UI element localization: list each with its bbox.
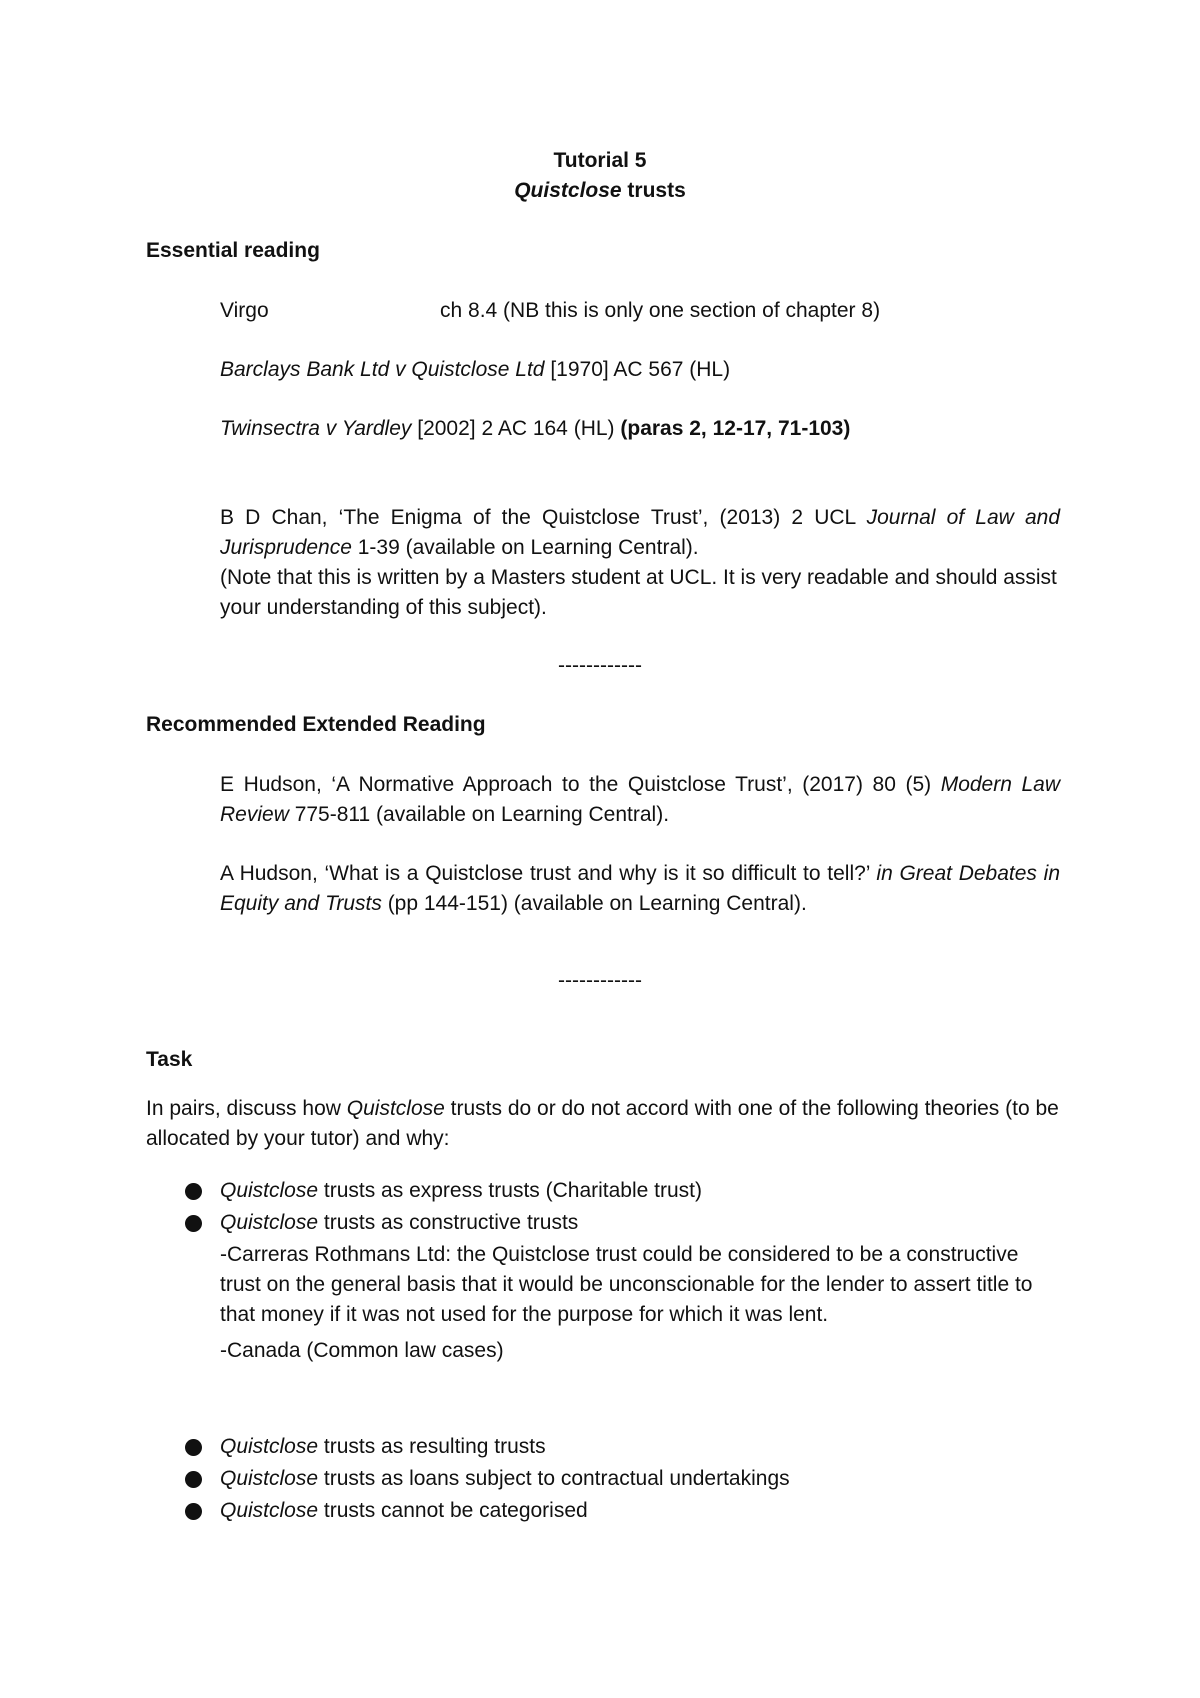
ahudson-text-1: A Hudson, ‘What is a Quistclose trust and why is it so difficult to tell?’ [220, 862, 877, 885]
section-divider-2: ------------ [558, 969, 642, 992]
bullet-icon [185, 1439, 202, 1456]
twinsectra-reference [220, 414, 850, 444]
essential-reading-heading: Essential reading [146, 239, 320, 262]
bullet-text [220, 1464, 1060, 1494]
bullet-text [220, 1208, 1060, 1238]
ehudson-journal: Modern Law Review [220, 773, 1061, 826]
chan-note: (Note that this is written by a Masters student at UCL. It is very readable and should assist your understanding of this subject). [220, 566, 1057, 619]
barclays-citation: [1970] AC 567 (HL) [544, 358, 731, 381]
barclays-case-name: Barclays Bank Ltd v Quistclose Ltd [220, 358, 545, 381]
constructive-note-carreras: -Carreras Rothmans Ltd: the Quistclose trust could be considered to be a constructive trust on the general basis that it would be unconscionable for the lender to assert title to that money if it was not used for the purpose for which it was lent. [220, 1243, 1033, 1326]
bullet-label: trusts as express trusts (Charitable trust) [318, 1179, 702, 1202]
section-divider-1: ------------ [558, 654, 642, 677]
ehudson-reference [220, 770, 1060, 830]
bullet-icon [185, 1215, 202, 1232]
ehudson-text-2: 775-811 (available on Learning Central). [288, 803, 670, 826]
recommended-reading-heading: Recommended Extended Reading [146, 713, 486, 736]
chan-reference [220, 503, 1060, 563]
bullet-text [220, 1176, 1060, 1206]
bullet-label: trusts as resulting trusts [318, 1435, 546, 1458]
subtitle-italic: Quistclose [514, 179, 622, 202]
bullet-italic: Quistclose [220, 1211, 319, 1234]
bullet-text [220, 1496, 1060, 1526]
chan-journal: Journal of Law and Jurisprudence [220, 506, 1060, 559]
bullet-italic: Quistclose [220, 1467, 319, 1490]
bullet-italic: Quistclose [220, 1435, 319, 1458]
ahudson-reference [220, 859, 1060, 919]
bullet-icon [185, 1471, 202, 1488]
bullet-icon [185, 1183, 202, 1200]
subtitle-rest: trusts [621, 179, 686, 202]
bullet-label: trusts as constructive trusts [318, 1211, 579, 1234]
page-subtitle [0, 176, 1200, 206]
task-intro-text-1: In pairs, discuss how [146, 1097, 347, 1120]
twinsectra-case-name: Twinsectra v Yardley [220, 417, 412, 440]
task-intro-text-2: trusts do or do not accord with one of the following theories (to be allocated by your tutor) and why: [146, 1097, 1059, 1150]
virgo-label: Virgo [220, 299, 269, 322]
constructive-note-canada: -Canada (Common law cases) [220, 1339, 504, 1362]
bullet-label: trusts cannot be categorised [318, 1499, 588, 1522]
task-heading: Task [146, 1048, 193, 1071]
chan-text-1: B D Chan, ‘The Enigma of the Quistclose Trust’, (2013) 2 UCL [220, 506, 867, 529]
ahudson-book: in Great Debates in Equity and Trusts [220, 862, 1060, 915]
bullet-italic: Quistclose [220, 1499, 319, 1522]
virgo-reference: ch 8.4 (NB this is only one section of chapter 8) [440, 299, 881, 322]
twinsectra-citation: [2002] 2 AC 164 (HL) [411, 417, 621, 440]
task-intro-italic: Quistclose [346, 1097, 445, 1120]
ehudson-text-1: E Hudson, ‘A Normative Approach to the Quistclose Trust’, (2017) 80 (5) [220, 773, 941, 796]
task-intro [146, 1094, 1066, 1154]
page-title: Tutorial 5 [553, 149, 647, 172]
bullet-icon [185, 1503, 202, 1520]
bullet-italic: Quistclose [220, 1179, 319, 1202]
twinsectra-paras: (paras 2, 12-17, 71-103) [620, 417, 851, 440]
ahudson-text-2: (pp 144-151) (available on Learning Central). [381, 892, 807, 915]
barclays-reference [220, 355, 730, 385]
bullet-text [220, 1432, 1060, 1462]
chan-text-2: 1-39 (available on Learning Central). [351, 536, 699, 559]
bullet-label: trusts as loans subject to contractual undertakings [318, 1467, 790, 1490]
